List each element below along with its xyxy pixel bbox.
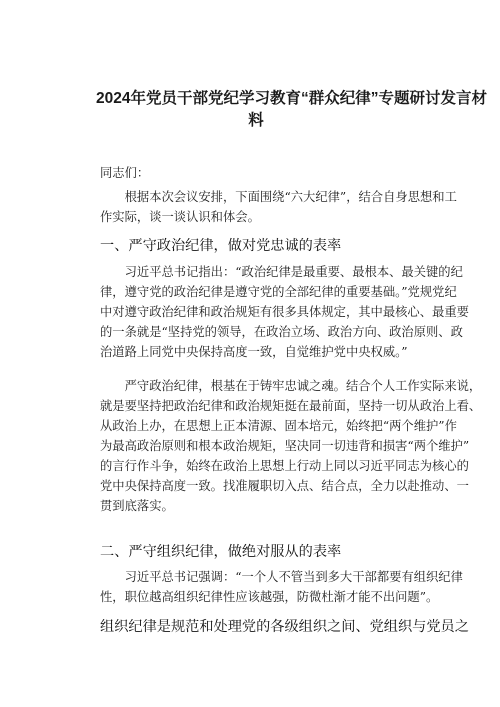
paragraph-line: 的言行作斗争，始终在政治上思想上行动上同以习近平同志为核心的 [100, 459, 469, 473]
paragraph-line: 习近平总书记指出：“政治纪律是最重要、最根本、最关键的纪 [100, 265, 463, 279]
paragraph-line: 习近平总书记强调：“一个人不管当到多大干部都要有组织纪律 [100, 570, 463, 584]
section-2-paragraph-1 [100, 567, 463, 607]
paragraph-line: 的一条就是“坚持党的领导，在政治立场、政治方向、政治原则、政 [100, 325, 463, 339]
document-title [96, 88, 487, 132]
title-line-2: 料 [248, 112, 264, 129]
paragraph-line: 作实际，谈一谈认识和体会。 [100, 210, 260, 224]
paragraph-line: 中对遵守政治纪律和政治规矩有很多具体规定，其中最核心、最重要 [100, 305, 469, 319]
paragraph-line: 治道路上同党中央保持高度一致，自觉维护党中央权威。” [100, 345, 408, 359]
salutation [100, 163, 430, 183]
partial-paragraph: 组织纪律是规范和处理党的各级组织之间、党组织与党员之 [100, 619, 469, 635]
section-1-paragraph-1 [100, 262, 469, 362]
paragraph-line: 从政治上办，在思想上正本清源、固本培元，始终把“两个维护”作 [100, 419, 457, 433]
section-1-paragraph-2 [100, 376, 482, 516]
paragraph-line: 律，遵守党的政治纪律是遵守党的全部纪律的重要基础。”党规党纪 [100, 285, 457, 299]
paragraph-line: 性，职位越高组织纪律性应该越强，防微杜渐才能不出问题”。 [100, 590, 439, 604]
section-heading-1: 一、严守政治纪律，做对党忠诚的表率 [100, 238, 342, 254]
title-line-1: 2024年党员干部党纪学习教育“群众纪律”专题研讨发言材 [96, 90, 487, 107]
paragraph-line: 根据本次会议安排，下面围绕“六大纪律”，结合自身思想和工 [100, 190, 457, 204]
paragraph-line: 就是要坚持把政治纪律和政治规矩挺在最前面，坚持一切从政治上看、 [100, 399, 482, 413]
paragraph-line: 严守政治纪律，根基在于铸牢忠诚之魂。结合个人工作实际来说， [100, 379, 482, 393]
paragraph-line: 党中央保持高度一致。找准履职切入点、结合点，全力以赴推动、一 [100, 479, 469, 493]
paragraph-line: 为最高政治原则和根本政治规矩，坚决同一切违背和损害“两个维护” [100, 439, 470, 453]
intro-paragraph [100, 187, 457, 227]
salutation-text: 同志们： [100, 166, 150, 180]
section-heading-2: 二、严守组织纪律，做绝对服从的表率 [100, 544, 342, 560]
paragraph-line: 贯到底落实。 [100, 499, 174, 513]
